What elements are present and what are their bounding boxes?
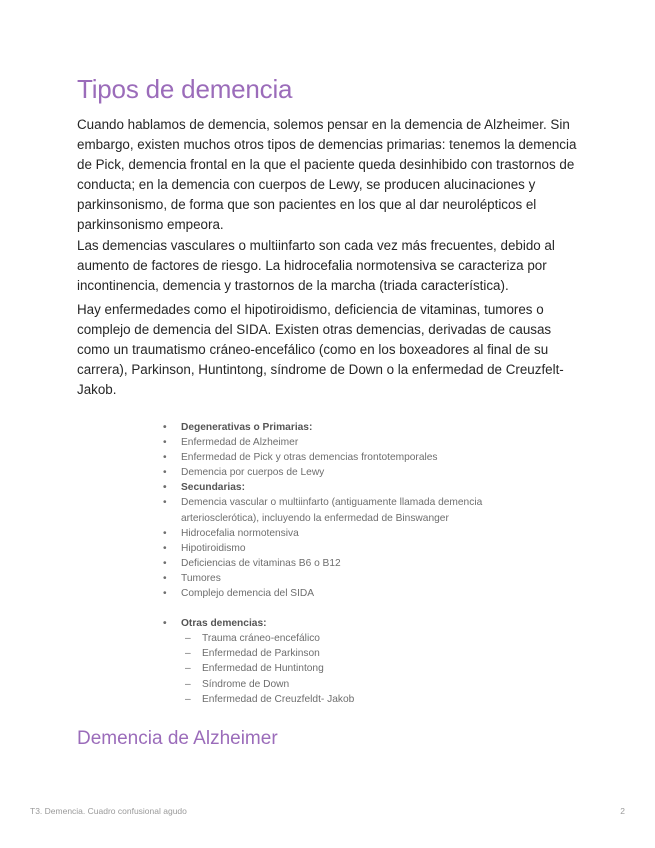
list-header-primary: • Degenerativas o Primarias: (160, 420, 530, 435)
list-item: • Hidrocefalia normotensiva (160, 526, 530, 541)
dash-icon: – (185, 693, 191, 705)
list-header-secondary: • Secundarias: (160, 480, 530, 495)
list-spacer (160, 601, 530, 616)
bullet-icon: • (163, 588, 167, 600)
list-item: • Tumores (160, 571, 530, 586)
list-subitem: – Enfermedad de Creuzfeldt- Jakob (160, 692, 530, 707)
list-item: • Deficiencias de vitaminas B6 o B12 (160, 556, 530, 571)
bullet-icon: • (163, 497, 167, 509)
list-item: • Hipotiroidismo (160, 541, 530, 556)
paragraph-intro: Cuando hablamos de demencia, solemos pensar en la demencia de Alzheimer. Sin embargo, existen muchos otros tipos de demencias primarias: tenemos la demencia de Pick, demencia frontal en la que el paciente queda desinhibido con trastornos de conducta; en la demencia con cuerpos de Lewy, se producen alucinaciones y parkinsonismo, de forma que son pacientes en los que al dar neurolépticos el parkinsonismo empeora. (77, 117, 577, 232)
section-title-alzheimer: Demencia de Alzheimer (77, 728, 278, 749)
paragraph-other: Hay enfermedades como el hipotiroidismo, deficiencia de vitaminas, tumores o complejo de demencia del SIDA. Existen otras demencias, derivadas de causas como un traumatismo cráneo-encefálico (como en los boxeadores al final de su carrera), Parkinson, Huntintong, síndrome de Down o la enfermedad de Creuzfelt-Jakob. (77, 302, 564, 397)
bullet-icon: • (163, 482, 167, 494)
page-title: Tipos de demencia (77, 74, 293, 104)
list-item: • Demencia vascular o multiinfarto (antiguamente llamada demencia arteriosclerótica), incluyendo la enfermedad de Binswanger (163, 497, 483, 524)
list-header-other: • Otras demencias: (160, 616, 530, 631)
list-subitem: – Enfermedad de Huntintong (160, 661, 530, 676)
bullet-icon: • (163, 542, 167, 554)
bullet-icon: • (163, 452, 167, 464)
bullet-icon: • (163, 467, 167, 479)
list-subitem: – Trauma cráneo-encefálico (160, 631, 530, 646)
dash-icon: – (185, 678, 191, 690)
bullet-icon: • (163, 422, 167, 433)
dash-icon: – (185, 633, 191, 645)
list-item: • Enfermedad de Alzheimer (160, 435, 530, 450)
bullet-icon: • (163, 527, 167, 539)
bullet-icon: • (163, 618, 167, 630)
paragraph-vascular: Las demencias vasculares o multiinfarto son cada vez más frecuentes, debido al aumento de factores de riesgo. La hidrocefalia normotensiva se caracteriza por incontinencia, demencia y trastornos de la marcha (triada característica). (77, 238, 555, 293)
dementia-classification-list (160, 420, 530, 707)
list-subitem: – Síndrome de Down (160, 677, 530, 692)
bullet-icon: • (163, 572, 167, 584)
list-item: • Complejo demencia del SIDA (160, 586, 530, 601)
bullet-icon: • (163, 557, 167, 569)
list-subitem: – Enfermedad de Parkinson (160, 646, 530, 661)
list-item: • Demencia por cuerpos de Lewy (160, 465, 530, 480)
list-item: • Enfermedad de Pick y otras demencias frontotemporales (160, 450, 530, 465)
dash-icon: – (185, 648, 191, 660)
dash-icon: – (185, 663, 191, 675)
page-number: 2 (620, 806, 625, 816)
footer-text: T3. Demencia. Cuadro confusional agudo (30, 806, 187, 816)
bullet-icon: • (163, 437, 167, 449)
